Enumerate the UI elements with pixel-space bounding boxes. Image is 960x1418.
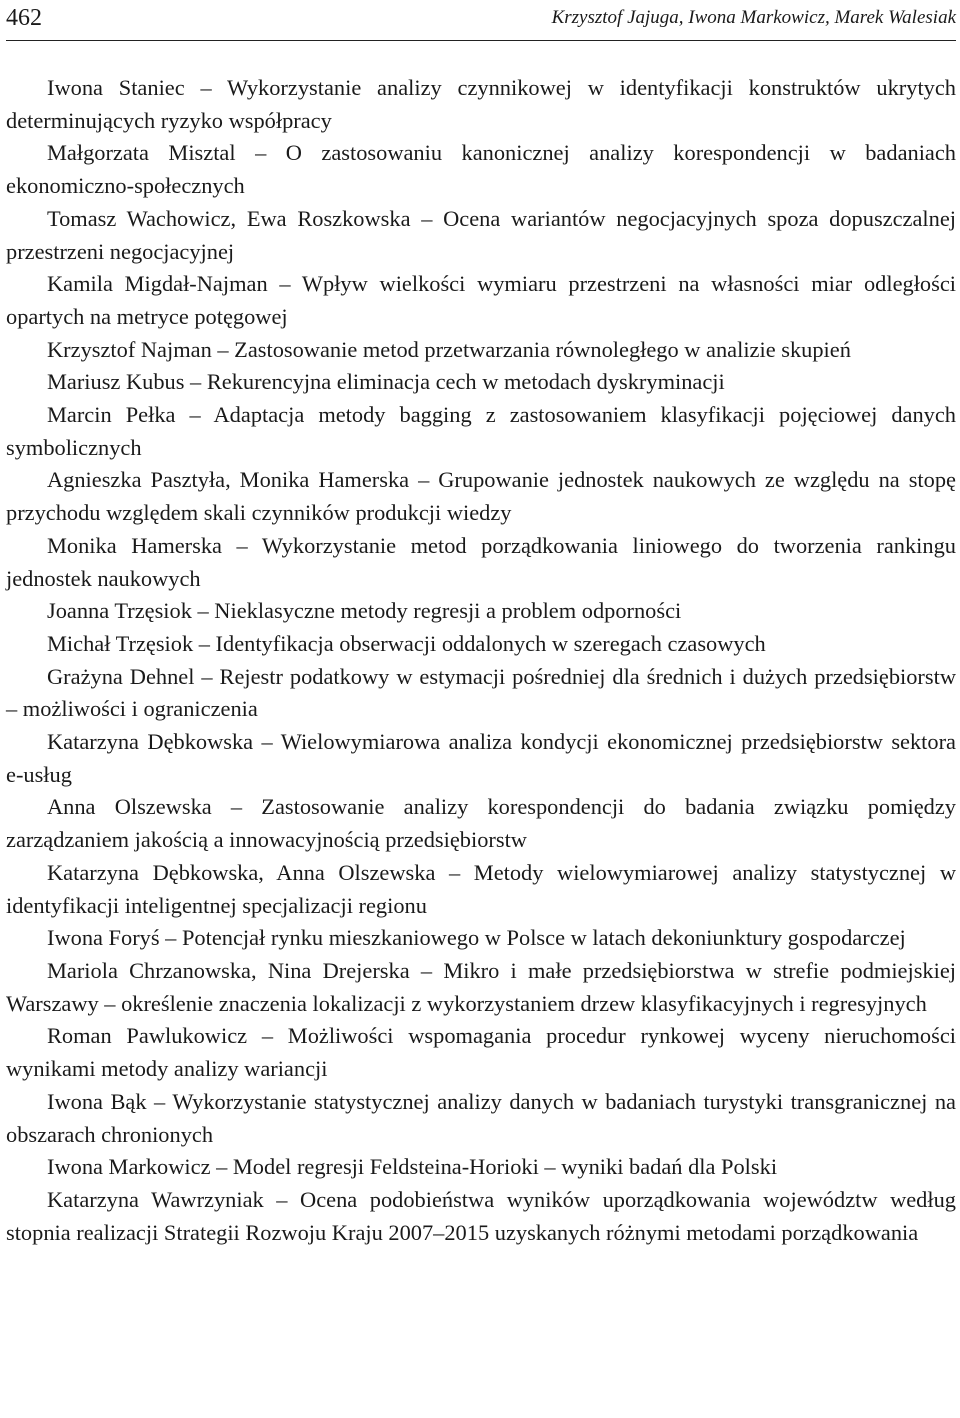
page-number: 462 (6, 5, 42, 31)
contents-entry: Michał Trzęsiok – Identyfikacja obserwacji oddalonych w szeregach czasowych (47, 630, 766, 656)
contents-entry: Joanna Trzęsiok – Nieklasyczne metody regresji a problem odporności (47, 598, 682, 624)
contents-entry: Tomasz Wachowicz, Ewa Roszkowska – Ocena wariantów negocjacyjnych spoza dopuszczalnej przestrzeni negocjacyjnej (6, 205, 956, 264)
contents-entry: Iwona Markowicz – Model regresji Feldsteina-Horioki – wyniki badań dla Polski (47, 1154, 778, 1180)
contents-entry: Krzysztof Najman – Zastosowanie metod przetwarzania równoległego w analizie skupień (47, 336, 851, 362)
contents-entry: Roman Pawlukowicz – Możliwości wspomagania procedur rynkowej wyceny nieruchomości wynikami metody analizy wariancji (6, 1023, 956, 1082)
contents-entry: Katarzyna Dębkowska – Wielowymiarowa analiza kondycji ekonomicznej przedsiębiorstw sektora e-usług (6, 729, 956, 787)
contents-entry: Kamila Migdał-Najman – Wpływ wielkości wymiaru przestrzeni na własności miar odległości opartych na metryce potęgowej (6, 271, 956, 329)
contents-list (6, 72, 956, 1249)
contents-entry: Anna Olszewska – Zastosowanie analizy korespondencji do badania związku pomiędzy zarządzaniem jakością a innowacyjnością przedsiębiorstw (6, 794, 956, 853)
contents-entry: Grażyna Dehnel – Rejestr podatkowy w estymacji pośredniej dla średnich i dużych przedsiębiorstw – możliwości i ograniczenia (6, 663, 956, 722)
contents-entry: Iwona Bąk – Wykorzystanie statystycznej analizy danych w badaniach turystyki transgranicznej na obszarach chronionych (6, 1088, 956, 1147)
contents-entry: Małgorzata Misztal – O zastosowaniu kanonicznej analizy korespondencji w badaniach ekonomiczno-społecznych (6, 140, 956, 199)
contents-entry: Marcin Pełka – Adaptacja metody bagging z zastosowaniem klasyfikacji pojęciowej danych symbolicznych (6, 402, 956, 460)
contents-entry: Mariusz Kubus – Rekurencyjna eliminacja cech w metodach dyskryminacji (47, 369, 725, 395)
page-header (6, 0, 956, 41)
contents-entry: Monika Hamerska – Wykorzystanie metod porządkowania liniowego do tworzenia rankingu jednostek naukowych (6, 532, 956, 591)
contents-entry: Iwona Staniec – Wykorzystanie analizy czynnikowej w identyfikacji konstruktów ukrytych determinujących ryzyko współpracy (6, 75, 956, 133)
contents-entry: Iwona Foryś – Potencjał rynku mieszkaniowego w Polsce w latach dekoniunktury gospodarczej (47, 925, 906, 951)
contents-entry: Katarzyna Dębkowska, Anna Olszewska – Metody wielowymiarowej analizy statystycznej w identyfikacji inteligentnej specjalizacji regionu (6, 859, 956, 918)
running-head: Krzysztof Jajuga, Iwona Markowicz, Marek Walesiak (551, 7, 956, 28)
document-page (6, 0, 956, 1418)
contents-entry: Agnieszka Pasztyła, Monika Hamerska – Grupowanie jednostek naukowych ze względu na stopę przychodu względem skali czynników produkcji wiedzy (6, 467, 956, 526)
contents-entry: Mariola Chrzanowska, Nina Drejerska – Mikro i małe przedsiębiorstwa w strefie podmiejskiej Warszawy – określenie znaczenia lokalizacji z wykorzystaniem drzew klasyfikacyjnych i regresyjnych (6, 957, 956, 1016)
contents-entry: Katarzyna Wawrzyniak – Ocena podobieństwa wyników uporządkowania województw według stopnia realizacji Strategii Rozwoju Kraju 2007–2015 uzyskanych różnymi metodami porządkowania (6, 1186, 956, 1245)
